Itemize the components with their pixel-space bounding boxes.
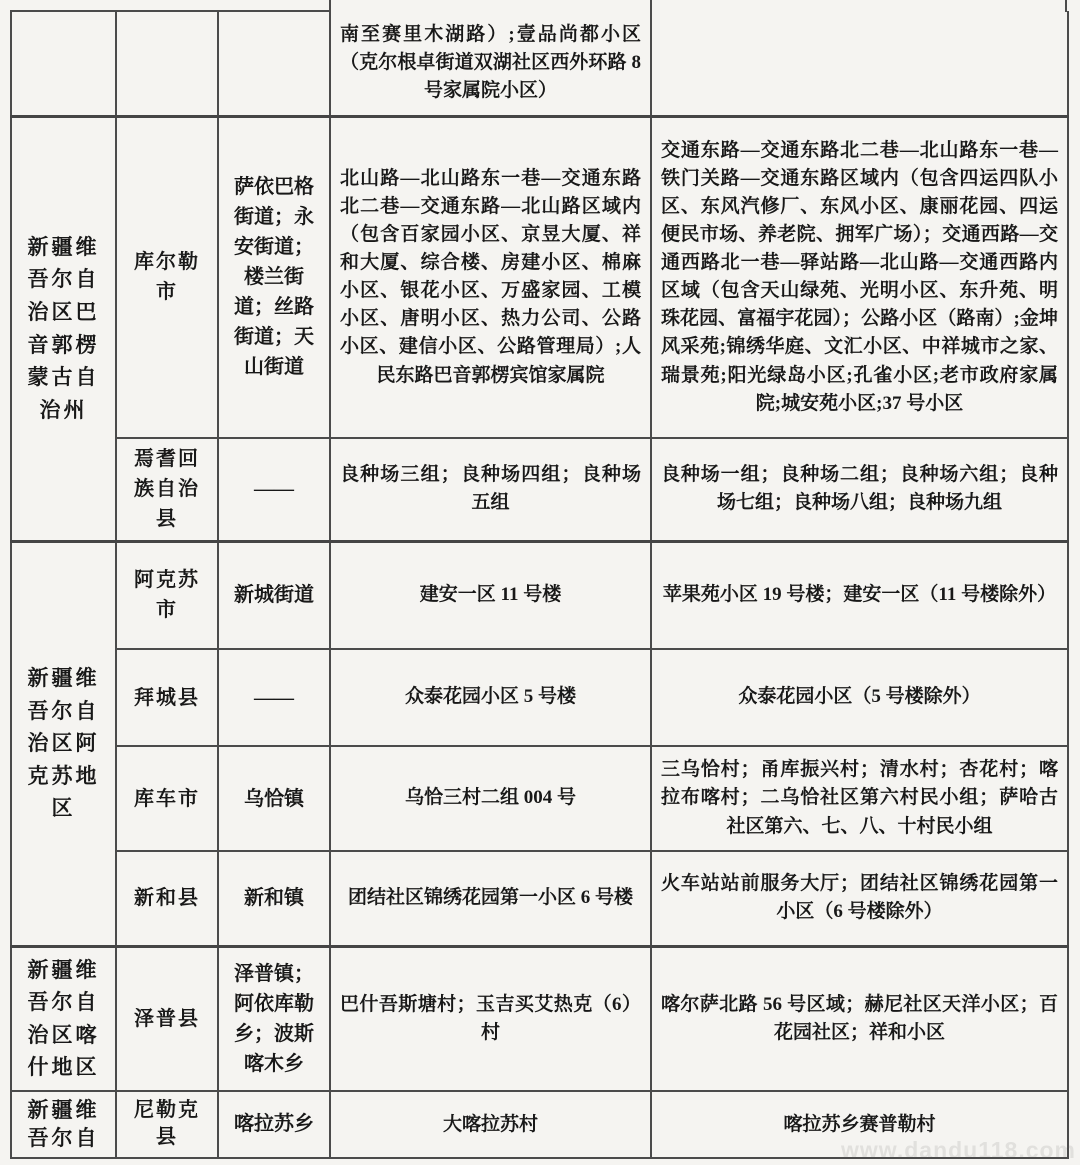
- cell-area-list: 大喀拉苏村: [330, 1091, 651, 1158]
- cell-area-list: 团结社区锦绣花园第一小区 6 号楼: [330, 851, 651, 946]
- cell-county: 新和县: [116, 851, 218, 946]
- cell-area-list: 乌恰三村二组 004 号: [330, 746, 651, 851]
- table-row-aksu-city: [11, 541, 1068, 649]
- table-row-baicheng: [11, 649, 1068, 746]
- table-row-continued: [11, 11, 1068, 116]
- cell-area-list: 火车站站前服务大厅；团结社区锦绣花园第一小区（6 号楼除外）: [651, 851, 1068, 946]
- cell-county: 拜城县: [116, 649, 218, 746]
- cell-area-list: 建安一区 11 号楼: [330, 541, 651, 649]
- cell-prefecture: 新疆维吾尔自治区喀什地区: [11, 946, 116, 1091]
- table-row-yanqi: [11, 438, 1068, 541]
- cell-township: 新和镇: [218, 851, 330, 946]
- cell-county: 阿克苏市: [116, 541, 218, 649]
- cell-area-list: 良种场三组；良种场四组；良种场五组: [330, 438, 651, 541]
- cell-county: 尼勒克县: [116, 1091, 218, 1158]
- cell-county: 库车市: [116, 746, 218, 851]
- cell-county: 库尔勒市: [116, 116, 218, 438]
- cell-area-list: [651, 11, 1068, 116]
- table-row-korla: [11, 116, 1068, 438]
- cell-township: 新城街道: [218, 541, 330, 649]
- cell-area-list: 良种场一组；良种场二组；良种场六组；良种场七组；良种场八组；良种场九组: [651, 438, 1068, 541]
- cell-county: 焉耆回族自治县: [116, 438, 218, 541]
- cell-township: ——: [218, 438, 330, 541]
- cell-area-list: 北山路—北山路东一巷—交通东路北二巷—交通东路—北山路区域内（包含百家园小区、京昱大厦、祥和大厦、综合楼、房建小区、棉麻小区、银花小区、万盛家园、工模小区、唐明小区、热力公司、公路小区、建信小区、公路管理局）;人民东路巴音郭楞宾馆家属院: [330, 116, 651, 438]
- cell-county: [116, 11, 218, 116]
- cell-area-list: 众泰花园小区（5 号楼除外）: [651, 649, 1068, 746]
- cell-prefecture: 新疆维吾尔自: [11, 1091, 116, 1158]
- cell-township: ——: [218, 649, 330, 746]
- cell-area-list: 喀拉苏乡赛普勒村: [651, 1091, 1068, 1158]
- cell-area-list: 三乌恰村；甬库振兴村；清水村；杏花村；喀拉布喀村；二乌恰社区第六村民小组；萨哈古社区第六、七、八、十村民小组: [651, 746, 1068, 851]
- table-row-xinhe: [11, 851, 1068, 946]
- cell-prefecture: 新疆维吾尔自治区巴音郭楞蒙古自治州: [11, 116, 116, 541]
- cell-prefecture: [11, 11, 116, 116]
- cell-county: 泽普县: [116, 946, 218, 1091]
- cell-township: [218, 11, 330, 116]
- table-row-kuche: [11, 746, 1068, 851]
- cell-township: 喀拉苏乡: [218, 1091, 330, 1158]
- cell-township: 泽普镇；阿依库勒乡；波斯喀木乡: [218, 946, 330, 1091]
- cell-township: 萨依巴格街道；永安街道；楼兰街道；丝路街道；天山街道: [218, 116, 330, 438]
- cell-area-list: 喀尔萨北路 56 号区域；赫尼社区天洋小区；百花园社区；祥和小区: [651, 946, 1068, 1091]
- cell-township: 乌恰镇: [218, 746, 330, 851]
- cell-area-list: 巴什吾斯塘村；玉吉买艾热克（6）村: [330, 946, 651, 1091]
- watermark-text: www.dandu118.com: [841, 1137, 1076, 1163]
- cell-area-list: 苹果苑小区 19 号楼；建安一区（11 号楼除外）: [651, 541, 1068, 649]
- cell-area-list: 交通东路—交通东路北二巷—北山路东一巷—铁门关路—交通东路区域内（包含四运四队小区、东风汽修厂、东风小区、康丽花园、四运便民市场、养老院、拥军广场）；交通西路—交通西路北一巷—驿站路—北山路—交通西路内区域（包含天山绿苑、光明小区、东升苑、明珠花园、富福宇花园）；公路小区（路南）;金坤风采苑;锦绣华庭、文汇小区、中祥城市之家、瑞景苑;阳光绿岛小区;孔雀小区;老市政府家属院;城安苑小区;37 号小区: [651, 116, 1068, 438]
- cell-prefecture: 新疆维吾尔自治区阿克苏地区: [11, 541, 116, 946]
- cell-area-list: 南至赛里木湖路）;壹品尚都小区（克尔根卓街道双湖社区西外环路 8 号家属院小区）: [330, 11, 651, 116]
- table-row-zepu: [11, 946, 1068, 1091]
- risk-area-table: [10, 10, 1069, 1159]
- cell-area-list: 众泰花园小区 5 号楼: [330, 649, 651, 746]
